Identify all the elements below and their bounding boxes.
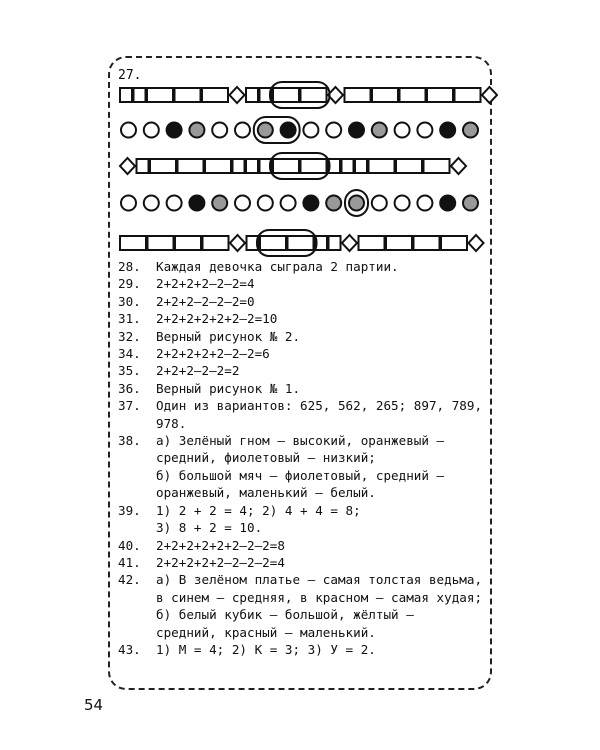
gray-circle	[349, 196, 364, 211]
answer-text: Каждая девочка сыграла 2 партии.	[156, 259, 399, 274]
long-rectangle	[147, 88, 173, 102]
long-rectangle	[424, 159, 450, 173]
answer-text: а) Зелёный гном — высокий, оранжевый — средний, фиолетовый — низкий; б) большой мяч — фиолетовый, средний — оранжевый, маленький — белый.	[156, 433, 445, 501]
gray-circle	[463, 123, 478, 138]
long-rectangle	[427, 88, 453, 102]
long-rectangle	[273, 88, 299, 102]
long-rectangle	[260, 236, 286, 250]
answer-item	[118, 258, 488, 275]
long-rectangle	[288, 236, 314, 250]
white-circle	[417, 196, 432, 211]
black-circle	[281, 123, 296, 138]
long-rectangle	[175, 88, 201, 102]
answer-text: 1) М = 4; 2) К = 3; 3) У = 2.	[156, 641, 376, 657]
black-circle	[167, 123, 182, 138]
answer-text: 2+2+2+2+2+2–2–2=8	[156, 537, 285, 553]
answer-number: 32.	[118, 328, 141, 344]
answer-item	[118, 432, 488, 502]
gray-circle	[212, 196, 227, 211]
long-rectangle	[386, 236, 412, 250]
answer-item	[118, 293, 488, 310]
gray-circle	[258, 123, 273, 138]
answer-text: Верный рисунок № 1.	[156, 380, 301, 396]
answer-text: Верный рисунок № 2.	[156, 328, 301, 344]
white-circle	[167, 196, 182, 211]
answer-number: 30.	[118, 293, 141, 309]
black-circle	[189, 196, 204, 211]
white-circle	[235, 196, 250, 211]
answer-item	[118, 362, 488, 379]
long-rectangle	[396, 159, 422, 173]
white-circle	[121, 123, 136, 138]
answer-item	[118, 397, 488, 432]
white-circle	[212, 123, 227, 138]
diamond-shape	[469, 235, 484, 251]
diamond-shape	[230, 87, 245, 103]
answer-number: 42.	[118, 572, 141, 588]
white-circle	[144, 123, 159, 138]
answer-item	[118, 502, 488, 537]
answer-item	[118, 554, 488, 571]
white-circle	[326, 123, 341, 138]
answer-number: 43.	[118, 641, 141, 657]
page-number: 54	[84, 696, 104, 714]
answer-number: 36.	[118, 380, 141, 396]
white-circle	[258, 196, 273, 211]
long-rectangle	[359, 236, 385, 250]
answer-number: 39.	[118, 502, 141, 518]
answer-number: 37.	[118, 398, 141, 414]
answer-item	[118, 571, 488, 641]
answer-text: 2+2+2–2–2=2	[156, 363, 240, 379]
long-rectangle	[455, 88, 481, 102]
long-rectangle	[345, 88, 371, 102]
long-rectangle	[175, 236, 201, 250]
answer-text: 2+2+2+2–2–2=4	[156, 276, 255, 292]
answer-item	[118, 345, 488, 362]
long-rectangle	[414, 236, 440, 250]
white-circle	[395, 123, 410, 138]
black-circle	[440, 123, 455, 138]
white-circle	[121, 196, 136, 211]
diamond-shape	[120, 158, 135, 174]
long-rectangle	[301, 159, 327, 173]
gray-circle	[463, 196, 478, 211]
white-circle	[235, 123, 250, 138]
black-circle	[349, 123, 364, 138]
answer-text: а) В зелёном платье — самая толстая ведьма, в синем — средняя, в красном — самая худая; б) белый кубик — большой, жёлтый — средний, красный — маленький.	[156, 572, 483, 640]
long-rectangle	[202, 88, 228, 102]
black-circle	[440, 196, 455, 211]
long-rectangle	[441, 236, 467, 250]
answer-text: Один из вариантов: 625, 562, 265; 897, 789, 978.	[156, 398, 483, 431]
gray-circle	[189, 123, 204, 138]
white-circle	[281, 196, 296, 211]
diamond-shape	[482, 87, 497, 103]
answer-number: 34.	[118, 346, 141, 362]
long-rectangle	[205, 159, 231, 173]
black-circle	[303, 196, 318, 211]
small-rectangle	[342, 159, 354, 173]
white-circle	[144, 196, 159, 211]
long-rectangle	[203, 236, 229, 250]
answer-text: 2+2+2–2–2–2=0	[156, 293, 255, 309]
answer-item	[118, 380, 488, 397]
long-rectangle	[301, 88, 327, 102]
answer-item	[118, 537, 488, 554]
answer-text: 1) 2 + 2 = 4; 2) 4 + 4 = 8; 3) 8 + 2 = 10.	[156, 502, 361, 536]
diamond-shape	[230, 235, 245, 251]
answer-text: 2+2+2+2+2–2–2=6	[156, 346, 270, 362]
small-rectangle	[120, 88, 132, 102]
long-rectangle	[372, 88, 398, 102]
white-circle	[395, 196, 410, 211]
gray-circle	[372, 123, 387, 138]
answer-item	[118, 310, 488, 327]
long-rectangle	[273, 159, 299, 173]
diamond-shape	[342, 235, 357, 251]
exercise-27-figure	[0, 0, 600, 260]
long-rectangle	[120, 236, 146, 250]
answer-number: 41.	[118, 554, 141, 570]
answer-text: 2+2+2+2+2–2–2–2=4	[156, 554, 285, 570]
white-circle	[303, 123, 318, 138]
small-rectangle	[246, 88, 258, 102]
long-rectangle	[400, 88, 426, 102]
answer-item	[118, 328, 488, 345]
exercise-27-label: 27.	[118, 68, 142, 83]
small-rectangle	[134, 88, 146, 102]
long-rectangle	[178, 159, 204, 173]
answer-number: 28.	[118, 259, 141, 274]
answer-item	[118, 641, 488, 658]
answer-number: 29.	[118, 276, 141, 292]
answer-number: 35.	[118, 363, 141, 379]
gray-circle	[326, 196, 341, 211]
small-rectangle	[137, 159, 149, 173]
answer-list	[118, 258, 488, 658]
answer-number: 31.	[118, 311, 141, 327]
long-rectangle	[150, 159, 176, 173]
diamond-shape	[451, 158, 466, 174]
answer-text: 2+2+2+2+2+2–2=10	[156, 311, 278, 327]
long-rectangle	[369, 159, 395, 173]
white-circle	[372, 196, 387, 211]
small-rectangle	[329, 236, 341, 250]
small-rectangle	[355, 159, 367, 173]
small-rectangle	[246, 159, 258, 173]
answer-number: 40.	[118, 537, 141, 553]
answer-item	[118, 275, 488, 292]
answer-number: 38.	[118, 433, 141, 449]
small-rectangle	[233, 159, 245, 173]
long-rectangle	[148, 236, 174, 250]
white-circle	[417, 123, 432, 138]
